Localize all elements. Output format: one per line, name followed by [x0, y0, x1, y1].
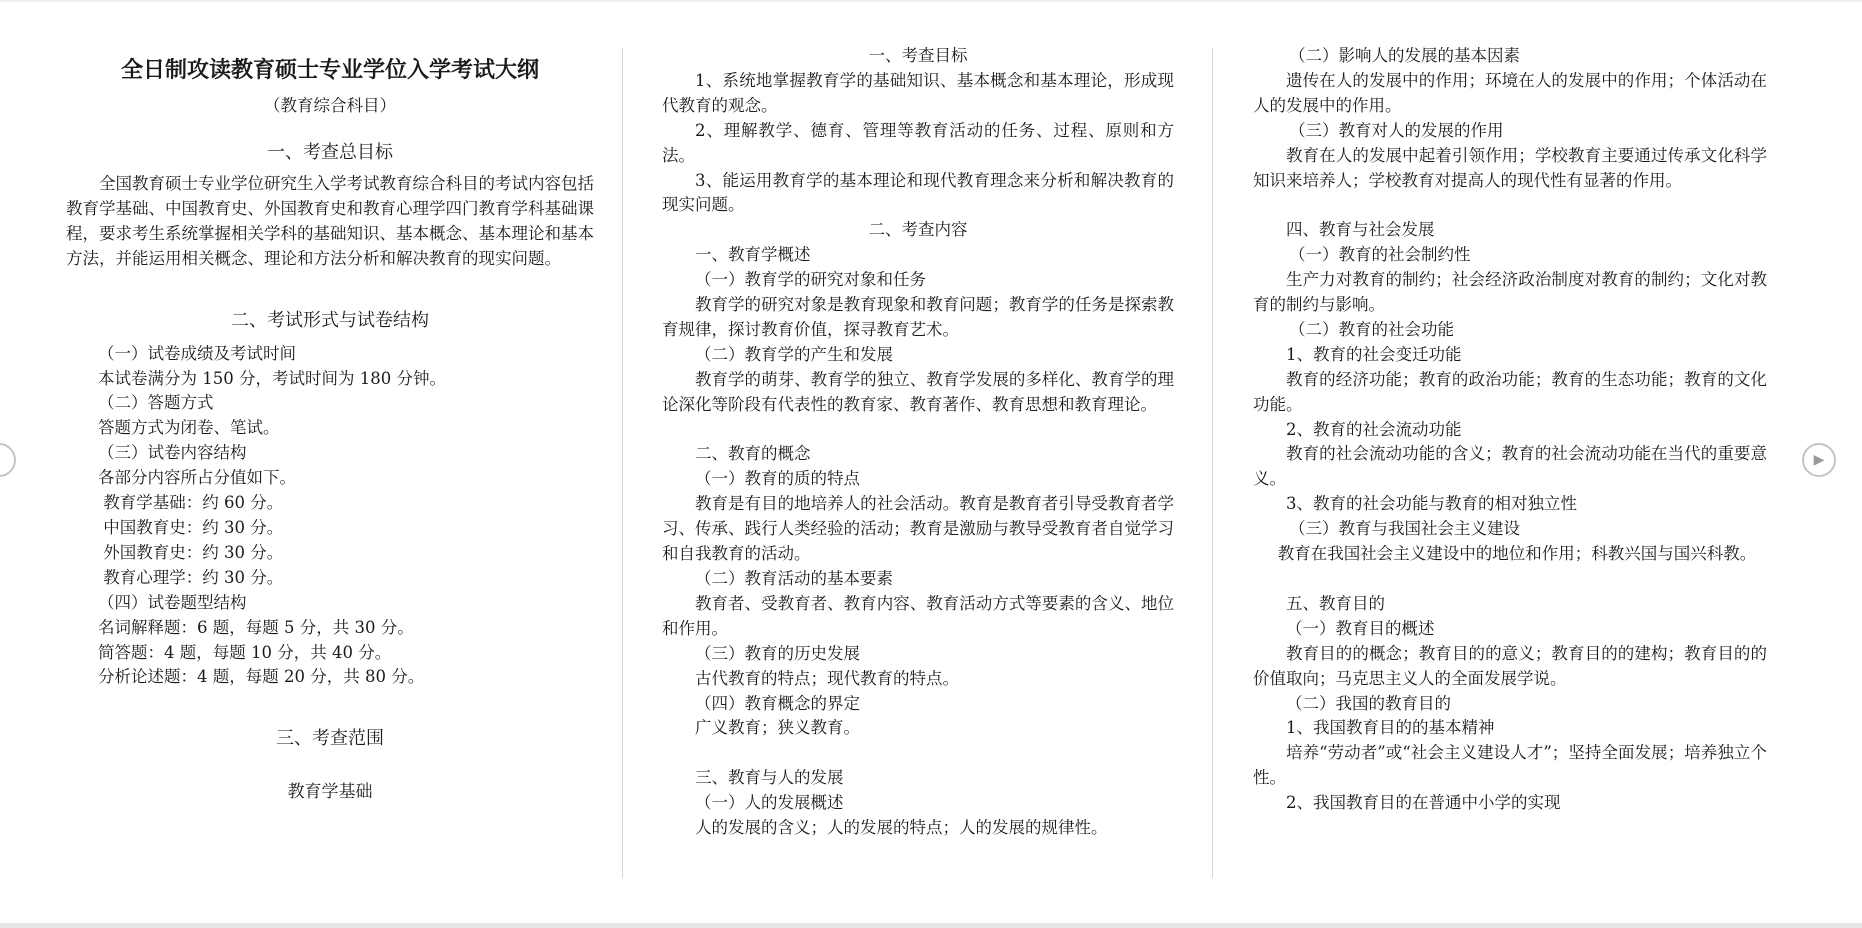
previous-page-button[interactable]: [0, 443, 16, 477]
paragraph: 教育学的萌芽、教育学的独立、教育学发展的多样化、教育学的理论深化等阶段有代表性的教育家、教育著作、教育思想和教育理论。: [662, 369, 1174, 414]
paragraph: 教育的经济功能；教育的政治功能；教育的生态功能；教育的文化功能。: [1253, 369, 1767, 414]
chapter-heading: 四、教育与社会发展: [1286, 220, 1435, 240]
page-column-2: [662, 44, 1174, 876]
subsection-heading: 1、教育的社会变迁功能: [1286, 344, 1462, 364]
chapter-heading: 三、教育与人的发展: [695, 768, 844, 788]
exam-structure-line: （四）试卷题型结构: [98, 592, 247, 612]
section-heading: （一）教育的社会制约性: [1289, 245, 1471, 265]
exam-structure-line: 教育心理学：约 30 分。: [98, 567, 284, 587]
exam-structure-line: 教育学基础：约 60 分。: [98, 493, 284, 513]
exam-structure-line: 外国教育史：约 30 分。: [98, 542, 284, 562]
exam-structure-line: 简答题：4 题，每题 10 分，共 40 分。: [98, 642, 392, 662]
exam-structure-line: 各部分内容所占分值如下。: [98, 468, 296, 488]
subsection-heading: 2、我国教育目的在普通中小学的实现: [1286, 793, 1561, 813]
exam-structure-line: 名词解释题：6 题，每题 5 分，共 30 分。: [98, 617, 414, 637]
subsection-heading: 1、我国教育目的的基本精神: [1286, 718, 1495, 738]
subsection-heading: 3、教育的社会功能与教育的相对独立性: [1286, 494, 1577, 514]
section-heading: （二）影响人的发展的基本因素: [1289, 46, 1520, 65]
paragraph: 培养“劳动者”或“社会主义建设人才”；坚持全面发展；培养独立个性。: [1253, 743, 1767, 788]
chevron-right-icon: ▶: [1813, 452, 1825, 468]
section-heading: （三）教育对人的发展的作用: [1289, 120, 1504, 140]
page-column-3: [1253, 44, 1767, 876]
top-border: [0, 0, 1862, 2]
exam-structure-line: （一）试卷成绩及考试时间: [98, 343, 296, 363]
section-heading: （二）教育活动的基本要素: [695, 569, 893, 589]
paragraph: 遗传在人的发展中的作用；环境在人的发展中的作用；个体活动在人的发展中的作用。: [1253, 70, 1767, 115]
next-page-button[interactable]: [1802, 443, 1836, 477]
paragraph: 教育在我国社会主义建设中的地位和作用；科教兴国与国兴科教。: [1277, 544, 1757, 564]
section-heading-objectives: 一、考查总目标: [267, 142, 393, 163]
section-heading: （一）教育目的概述: [1286, 618, 1435, 638]
text-line: 广义教育；狭义教育。: [695, 718, 860, 738]
chapter-heading: 一、教育学概述: [695, 245, 811, 265]
exam-structure-line: 答题方式为闭卷、笔试。: [98, 418, 280, 438]
column-divider: [1212, 48, 1213, 878]
paragraph: 教育的社会流动功能的含义；教育的社会流动功能在当代的重要意义。: [1253, 444, 1767, 489]
section-heading: （三）教育与我国社会主义建设: [1289, 519, 1520, 539]
section-heading: （三）教育的历史发展: [695, 643, 860, 663]
paragraph: 教育在人的发展中起着引领作用；学校教育主要通过传承文化科学知识来培养人；学校教育对提高人的现代性有显著的作用。: [1253, 145, 1767, 190]
heading-objectives: 一、考查目标: [868, 46, 968, 65]
bottom-scrollbar: [0, 923, 1862, 928]
chapter-heading: 五、教育目的: [1286, 593, 1385, 613]
section-heading: （四）教育概念的界定: [695, 693, 860, 713]
exam-structure-line: 中国教育史：约 30 分。: [98, 517, 284, 537]
section-heading-exam-format: 二、考试形式与试卷结构: [231, 309, 429, 331]
paragraph: 3、能运用教育学的基本理论和现代教育理念来分析和解决教育的现实问题。: [662, 170, 1174, 215]
document-title: 全日制攻读教育硕士专业学位入学考试大纲: [120, 58, 539, 83]
exam-structure-line: （三）试卷内容结构: [98, 443, 247, 463]
section-heading: （二）教育的社会功能: [1289, 319, 1454, 339]
document-subtitle: （教育综合科目）: [264, 96, 396, 115]
exam-structure-line: （二）答题方式: [98, 393, 214, 413]
paragraph: 教育目的的概念；教育目的的意义；教育目的的建构；教育目的的价值取向；马克思主义人的全面发展学说。: [1253, 643, 1767, 688]
subject-heading: 教育学基础: [287, 782, 373, 803]
column-divider: [622, 48, 623, 878]
heading-content: 二、考查内容: [868, 220, 968, 240]
section-heading-scope: 三、考查范围: [276, 728, 384, 750]
section-heading: （一）教育的质的特点: [695, 469, 860, 489]
chapter-heading: 二、教育的概念: [695, 444, 811, 464]
paragraph: 1、系统地掌握教育学的基础知识、基本概念和基本理论，形成现代教育的观念。: [662, 70, 1174, 115]
paragraph: 2、理解教学、德育、管理等教育活动的任务、过程、原则和方法。: [662, 120, 1174, 165]
subsection-heading: 2、教育的社会流动功能: [1286, 419, 1462, 439]
paragraph: 生产力对教育的制约；社会经济政治制度对教育的制约；文化对教育的制约与影响。: [1253, 270, 1767, 315]
exam-structure-line: 分析论述题：4 题，每题 20 分，共 80 分。: [98, 667, 425, 687]
paragraph: 教育是有目的地培养人的社会活动。教育是教育者引导受教育者学习、传承、践行人类经验的活动；教育是激励与教导受教育者自觉学习和自我教育的活动。: [662, 494, 1174, 564]
paragraph: 教育者、受教育者、教育内容、教育活动方式等要素的含义、地位和作用。: [662, 593, 1174, 638]
paragraph-overview: 全国教育硕士专业学位研究生入学考试教育综合科目的考试内容包括教育学基础、中国教育史、外国教育史和教育心理学四门教育学科基础课程，要求考生系统掌握相关学科的基础知识、基本概念、基本理论和基本方法，并能运用相关概念、理论和方法分析和解决教育的现实问题。: [66, 174, 594, 268]
paragraph: 教育学的研究对象是教育现象和教育问题；教育学的任务是探索教育规律，探讨教育价值，探寻教育艺术。: [662, 295, 1174, 339]
page-column-1: [66, 44, 594, 876]
text-line: 人的发展的含义；人的发展的特点；人的发展的规律性。: [695, 818, 1108, 838]
exam-structure-list: [66, 342, 594, 691]
section-heading: （一）教育学的研究对象和任务: [695, 270, 926, 290]
text-line: 古代教育的特点；现代教育的特点。: [695, 668, 959, 688]
exam-structure-line: 本试卷满分为 150 分，考试时间为 180 分钟。: [98, 368, 446, 388]
section-heading: （二）教育学的产生和发展: [695, 344, 893, 364]
section-heading: （二）我国的教育目的: [1286, 693, 1451, 713]
section-heading: （一）人的发展概述: [695, 793, 844, 813]
